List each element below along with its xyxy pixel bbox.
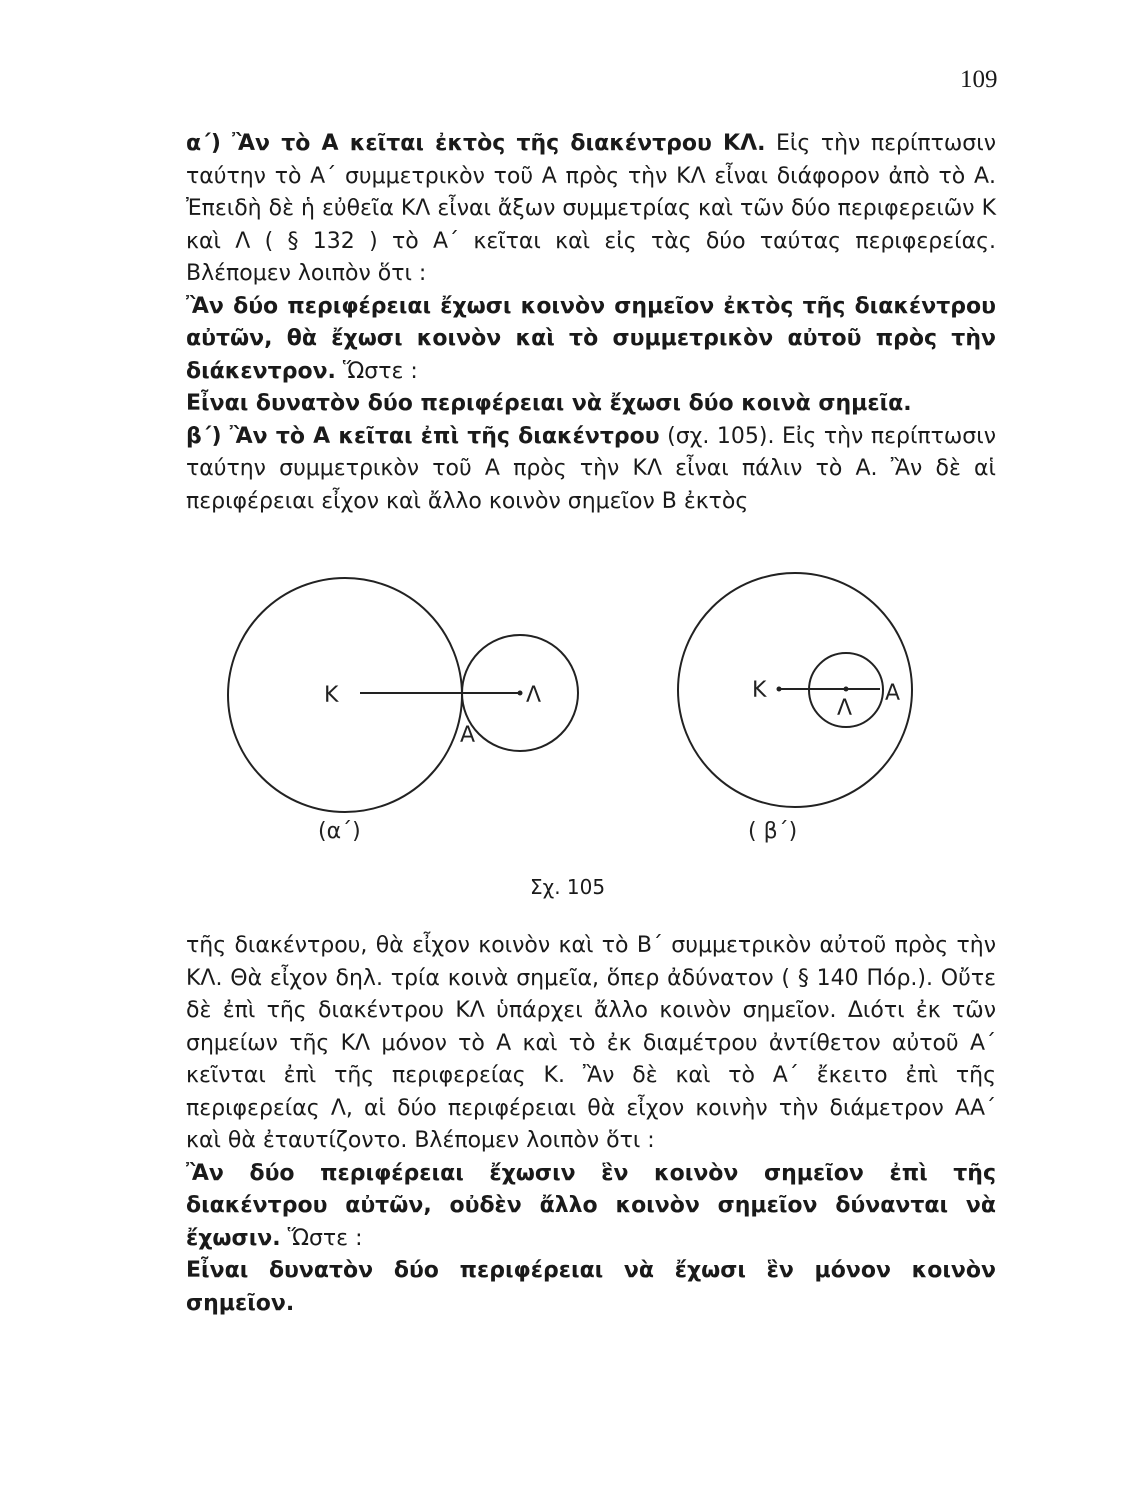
- point-l-left: [518, 691, 523, 696]
- theorem-one-point: [186, 1158, 996, 1256]
- conclusion-two-points: Εἶναι δυνατὸν δύο περιφέρειαι νὰ ἔχωσι δύο κοινὰ σημεῖα.: [186, 391, 912, 416]
- case-a-heading: α΄) Ἂν τὸ Α κεῖται ἐκτὸς τῆς διακέντρου ΚΛ.: [186, 131, 766, 156]
- theorem-two-points-tail: Ὥστε :: [335, 358, 418, 384]
- paragraph-case-b: [186, 421, 996, 519]
- figure-caption: Σχ. 105: [530, 875, 606, 899]
- theorem-two-points-text: Ἂν δύο περιφέρειαι ἔχωσι κοινὸν σημεῖον ἐκτὸς τῆς διακέντρου αὐτῶν, θὰ ἔχωσι κοινὸν καὶ τὸ συμμετρικὸν αὐτοῦ πρὸς τὴν διάκεντρον.: [186, 293, 996, 384]
- theorem-two-points: [186, 291, 996, 389]
- label-case-a: (α΄): [318, 819, 361, 844]
- label-a-left: Α: [460, 723, 476, 748]
- point-k-right: [777, 687, 782, 692]
- paragraph-case-a: [186, 128, 996, 291]
- page-number: 109: [960, 66, 998, 93]
- figure-diagram: [0, 570, 1122, 910]
- circle-k-left: [228, 578, 462, 812]
- theorem-one-point-text: Ἂν δύο περιφέρειαι ἔχωσιν ἓν κοινὸν σημεῖον ἐπὶ τῆς διακέντρου αὐτῶν, οὐδὲν ἄλλο κοινὸν σημεῖον δύνανται νὰ ἔχωσιν.: [186, 1160, 996, 1251]
- conclusion-one-point: Εἶναι δυνατὸν δύο περιφέρειαι νὰ ἔχωσι ἓν μόνον κοινὸν σημεῖον.: [186, 1258, 996, 1316]
- figure-105: [0, 570, 1122, 910]
- label-k-left: Κ: [324, 683, 339, 708]
- label-l-left: Λ: [526, 683, 542, 708]
- section-a: [186, 128, 996, 518]
- label-l-right: Λ: [837, 696, 853, 721]
- section-continuation: [186, 930, 996, 1320]
- point-l-right: [844, 687, 849, 692]
- case-b-heading: β΄) Ἂν τὸ Α κεῖται ἐπὶ τῆς διακέντρου: [186, 423, 660, 449]
- theorem-one-point-tail: Ὥστε :: [280, 1225, 363, 1251]
- case-a-text: Εἰς τὴν περίπτωσιν ταύτην τὸ Α΄ συμμετρικὸν τοῦ Α πρὸς τὴν ΚΛ εἶναι διάφορον ἀπὸ τὸ Α. Ἐπειδὴ δὲ ἡ εὐθεῖα ΚΛ εἶναι ἄξων συμμετρίας καὶ τῶν δύο περιφερειῶν Κ καὶ Λ ( § 132 ) τὸ Α΄ κεῖται καὶ εἰς τὰς δύο ταύτας περιφερείας. Βλέπομεν λοιπὸν ὅτι :: [186, 131, 996, 286]
- label-k-right: Κ: [752, 678, 767, 703]
- label-case-b: ( β΄): [748, 819, 798, 844]
- paragraph-continuation: τῆς διακέντρου, θὰ εἶχον κοινὸν καὶ τὸ Β΄ συμμετρικὸν αὐτοῦ πρὸς τὴν ΚΛ. Θὰ εἶχον δηλ. τρία κοινὰ σημεῖα, ὅπερ ἀδύνατον ( § 140 Πόρ.). Οὔτε δὲ ἐπὶ τῆς διακέντρου ΚΛ ὑπάρχει ἄλλο κοινὸν σημεῖον. Διότι ἐκ τῶν σημείων τῆς ΚΛ μόνον τὸ Α καὶ τὸ ἐκ διαμέτρου ἀντίθετον αὐτοῦ Α΄ κεῖνται ἐπὶ τῆς περιφερείας Κ. Ἂν δὲ καὶ τὸ Α΄ ἔκειτο ἐπὶ τῆς περιφερείας Λ, αἱ δύο περιφέρειαι θὰ εἶχον κοινὴν τὴν διάμετρον ΑΑ΄ καὶ θὰ ἐταυτίζοντο. Βλέπομεν λοιπὸν ὅτι :: [186, 933, 996, 1153]
- case-b-text: (σχ. 105). Εἰς τὴν περίπτωσιν ταύτην συμμετρικὸν τοῦ Α πρὸς τὴν ΚΛ εἶναι πάλιν τὸ Α. Ἂν δὲ αἱ περιφέρειαι εἶχον καὶ ἄλλο κοινὸν σημεῖον Β ἐκτὸς: [186, 423, 996, 514]
- label-a-right: Α: [885, 681, 901, 706]
